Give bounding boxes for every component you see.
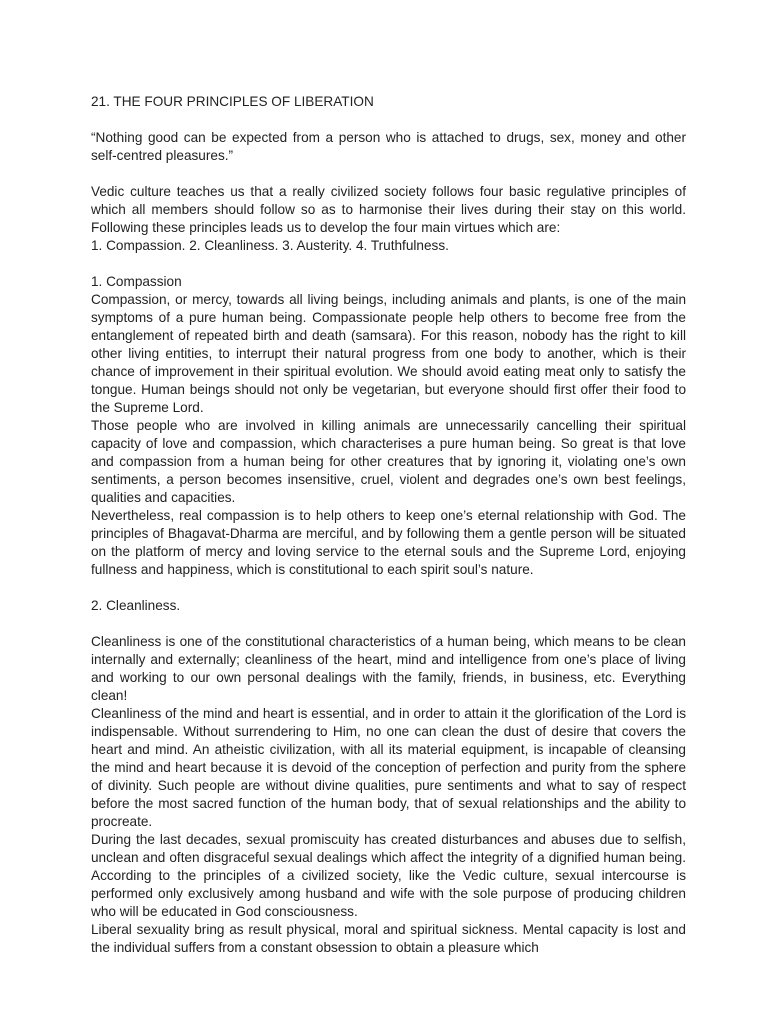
- document-title: 21. THE FOUR PRINCIPLES OF LIBERATION: [91, 94, 374, 109]
- virtues-list: 1. Compassion. 2. Cleanliness. 3. Austerity. 4. Truthfulness.: [91, 238, 449, 253]
- section-heading-cleanliness: 2. Cleanliness.: [91, 598, 181, 613]
- opening-quote: “Nothing good can be expected from a person who is attached to drugs, sex, money and other self-centred pleasures.”: [91, 130, 686, 163]
- spacer: [91, 111, 686, 129]
- intro-paragraph: Vedic culture teaches us that a really civilized society follows four basic regulative principles of which all members should follow so as to harmonise their lives during their stay on this world. Following these principles leads us to develop the four main virtues which are:: [91, 184, 686, 235]
- cleanliness-paragraph: Cleanliness of the mind and heart is essential, and in order to attain it the glorification of the Lord is indispensable. Without surrendering to Him, no one can clean the dust of desire that covers the heart and mind. An atheistic civilization, with all its material equipment, is incapable of cleansing the mind and heart because it is devoid of the conception of perfection and purity from the sphere of divinity. Such people are without divine qualities, pure sentiments and what to say of respect before the most sacred function of the human body, that of sexual relationships and the ability to procreate.: [91, 706, 686, 829]
- compassion-paragraph: Compassion, or mercy, towards all living beings, including animals and plants, is one of the main symptoms of a pure human being. Compassionate people help others to become free from the entanglement of repeated birth and death (samsara). For this reason, nobody has the right to kill other living entities, to interrupt their natural progress from one body to another, which is their chance of improvement in their spiritual evolution. We should avoid eating meat only to satisfy the tongue. Human beings should not only be vegetarian, but everyone should first offer their food to the Supreme Lord.: [91, 292, 686, 415]
- spacer: [91, 165, 686, 183]
- section-heading-compassion: 1. Compassion: [91, 274, 182, 289]
- spacer: [91, 579, 686, 597]
- spacer: [91, 615, 686, 633]
- compassion-paragraph: Nevertheless, real compassion is to help others to keep one’s eternal relationship with God. The principles of Bhagavat-Dharma are merciful, and by following them a gentle person will be situated on the platform of mercy and loving service to the eternal souls and the Supreme Lord, enjoying fullness and happiness, which is constitutional to each spirit soul’s nature.: [91, 508, 686, 577]
- cleanliness-paragraph: Cleanliness is one of the constitutional characteristics of a human being, which means to be clean internally and externally; cleanliness of the heart, mind and intelligence from one’s place of living and working to our own personal dealings with the family, friends, in business, etc. Everything clean!: [91, 634, 686, 703]
- spacer: [91, 255, 686, 273]
- document-body: [91, 93, 686, 957]
- cleanliness-paragraph: During the last decades, sexual promiscuity has created disturbances and abuses due to selfish, unclean and often disgraceful sexual dealings which affect the integrity of a dignified human being. According to the principles of a civilized society, like the Vedic culture, sexual intercourse is performed only exclusively among husband and wife with the sole purpose of producing children who will be educated in God consciousness.: [91, 832, 686, 919]
- compassion-paragraph: Those people who are involved in killing animals are unnecessarily cancelling their spiritual capacity of love and compassion, which characterises a pure human being. So great is that love and compassion from a human being for other creatures that by ignoring it, violating one’s own sentiments, a person becomes insensitive, cruel, violent and degrades one’s own best feelings, qualities and capacities.: [91, 418, 686, 505]
- cleanliness-paragraph: Liberal sexuality bring as result physical, moral and spiritual sickness. Mental capacity is lost and the individual suffers from a constant obsession to obtain a pleasure which: [91, 922, 686, 955]
